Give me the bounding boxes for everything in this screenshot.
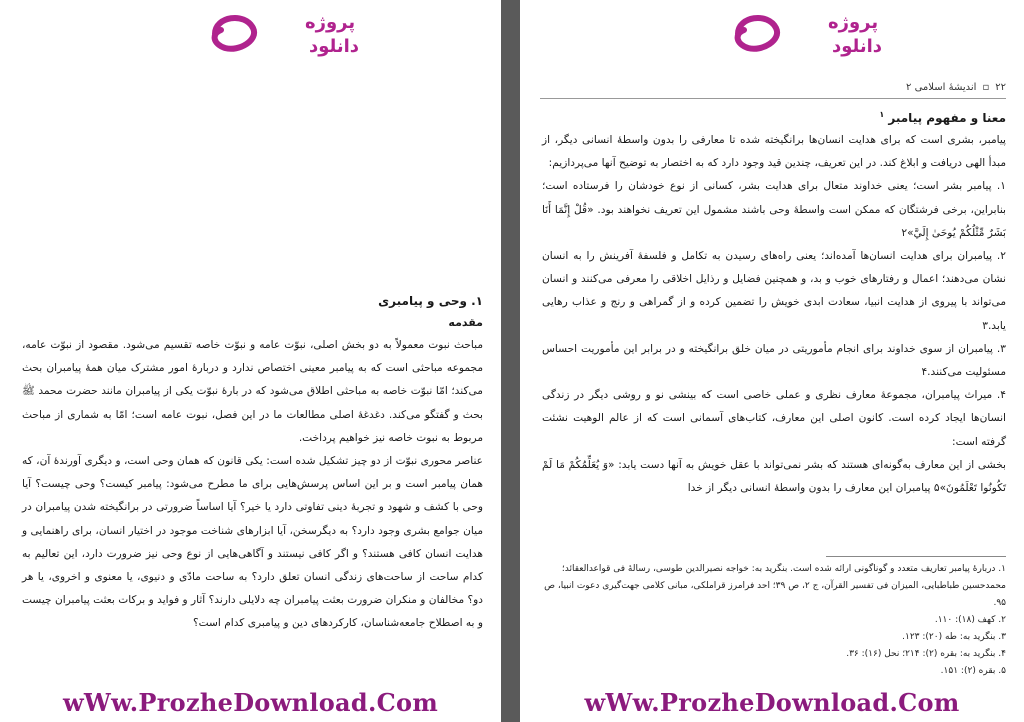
paragraph: ۱. پیامبر بشر است؛ یعنی خداوند متعال برای هدایت بشر، کسانی از نوع خودشان را فرستاده است؛ بنابراین، برخی فرشتگان که ممکن است واسطهٔ وحی باشند مشمول این تعریف نخواهند بود. «قُلْ إِنَّمَا أَنَا بَشَرٌ مِّثْلُكُمْ يُوحَىٰ إِلَيَّ»۲ (542, 180, 1006, 239)
paragraph: ۲. پیامبران برای هدایت انسان‌ها آمده‌اند؛ یعنی راه‌های رسیدن به تکامل و فلسفهٔ آفرینش را به انسان نشان می‌دهند؛ اعمال و رفتارهای خوب و بد، و همچنین فضایل و رذایل اخلاقی را معرفی می‌کنند و انسان می‌تواند با پیروی از هدایت انبیا، سعادت ابدی خویش را تضمین کرده و از گمراهی و رنج و عذاب رهایی یابد.۳ (542, 250, 1006, 332)
footnote: ۲. کهف (۱۸): ۱۱۰. (934, 615, 1006, 625)
watermark: wWw.ProzheDownload.Com (584, 688, 960, 717)
logo-text-top: پروژه (305, 12, 356, 33)
right-page (520, 0, 1024, 722)
left-body-text (22, 290, 483, 636)
section-title-text: معنا و مفهوم پیامبر (888, 111, 1006, 125)
right-body-text (542, 104, 1006, 500)
section-title (542, 104, 1006, 129)
site-logo (205, 4, 360, 60)
footnotes (542, 556, 1006, 680)
running-head (540, 82, 1006, 93)
footnote: ۳. بنگرید به: طه (۲۰): ۱۲۳. (902, 632, 1006, 642)
footnote-separator (826, 556, 1006, 557)
logo-text-bottom: دانلود (309, 36, 360, 57)
logo-mark (205, 4, 360, 60)
header-rule (540, 98, 1006, 99)
left-page (0, 0, 501, 722)
footnote-ref: ۱ (879, 110, 885, 119)
logo-text-bottom: دانلود (832, 36, 883, 57)
logo-mark (728, 4, 883, 60)
footnote: ۵. بقره (۲): ۱۵۱. (940, 666, 1006, 676)
square-icon: ▫ (982, 82, 990, 93)
paragraph: بخشی از این معارف به‌گونه‌ای هستند که بشر نمی‌تواند با عقل خویش به آنها دست یابد: «وَ يُعَلِّمُكُمْ مَا لَمْ تَكُونُوا تَعْلَمُونَ»۵ پیامبران این معارف را بدون واسطهٔ انسانی دیگر از خدا (542, 458, 1006, 495)
logo-text-top: پروژه (828, 12, 879, 33)
paragraph: ۴. میراث پیامبران، مجموعهٔ معارف نظری و عملی خاصی است که بینشی نو و روشی دیگر در زندگی انسان‌ها ایجاد کرده است. کانون اصلی این معارف، کتاب‌های آسمانی است که از عالم الوهیت نشئت گرفته است: (542, 389, 1006, 448)
page-number: ۲۲ (995, 82, 1006, 93)
footnote: ۴. بنگرید به: بقره (۲): ۲۱۴؛ نحل (۱۶): ۳۶. (846, 649, 1006, 659)
section-title: ۱. وحی و پیامبری (378, 294, 483, 308)
paragraph: پیامبر، بشری است که برای هدایت انسان‌ها برانگیخته شده تا معارفی را بدون واسطهٔ انسانی دیگر، از مبدأ الهی دریافت و ابلاغ کند. در این تعریف، چندین قید وجود دارد که به اختصار به توضیح آنها می‌پردازیم: (542, 134, 1006, 170)
paragraph: ۳. پیامبران از سوی خداوند برای انجام مأموریتی در میان خلق برانگیخته و در برابر این مأموریت احساس مسئولیت می‌کنند.۴ (542, 342, 1006, 379)
site-logo (728, 4, 883, 60)
running-title: اندیشهٔ اسلامی ۲ (906, 82, 977, 93)
paragraph: مباحث نبوت معمولاً به دو بخش اصلی، نبوّت عامه و نبوّت خاصه تقسیم می‌شود. مقصود از نبوّت عامه، مجموعه مباحثی است که به پیامبر معینی اختصاص ندارد و دربارهٔ امور مشترک میان همهٔ پیامبران بحث می‌کند؛ امّا نبوّت خاصه به مباحثی اطلاق می‌شود که در بارهٔ نبوّت یکی از پیامبران مانند حضرت محمد ﷺ بحث و گفتگو می‌کند. دغدغهٔ اصلی مطالعات ما در این فصل، نبوت عامه است؛ امّا به شماری از مباحث مربوط به نبوت خاصه نیز خواهیم پرداخت. (22, 339, 483, 444)
footnote: ۱. دربارهٔ پیامبر تعاریف متعدد و گوناگونی ارائه شده است. بنگرید به: خواجه نصیرالدین طوسی، رسالهٔ فی قواعدالعقائد؛ محمدحسین طباطبایی، المیزان فی تفسیر القرآن، ج ۲، ص ۳۹؛ احد فرامرز قراملکی، مبانی کلامی جهت‌گیری دعوت انبیا، ص ۹۵. (544, 564, 1006, 608)
subheading: مقدمه (448, 316, 483, 329)
watermark: wWw.ProzheDownload.Com (62, 688, 439, 717)
paragraph: عناصر محوری نبوّت از دو چیز تشکیل شده است: یکی قانون که همان وحی است، و دیگری آورندهٔ آن، که همان پیامبر است و بر این اساس پرسش‌هایی برای ما مطرح می‌شود: پیامبر کیست؟ وحی چیست؟ آیا وحی با کشف و شهود و تجربهٔ دینی تفاوتی دارد یا خیر؟ آیا اساساً ضرورتی در برانگیخته شدن پیامبران در میان جوامع بشری وجود دارد؟ به دیگرسخن، آیا ابزارهای شناخت موجود در اختیار انسان، برای راهنمایی و هدایت انسان کافی هستند؟ و اگر کافی نیستند و آگاهی‌هایی از نوع وحی نیز ضرورت دارد، این تعالیم به کدام ساحت از ساحت‌های زندگی انسان تعلق دارد؟ به ساحت مادّی و دنیوی، یا معنوی و اخروی، یا هر دو؟ مخالفان و منکران ضرورت بعثت پیامبران چه دلایلی دارند؟ آثار و فواید و برکات بعثت پیامبران چیست و به اصطلاح جامعه‌شناسان، کارکردهای دین و پیامبری کدام است؟ (22, 455, 483, 630)
